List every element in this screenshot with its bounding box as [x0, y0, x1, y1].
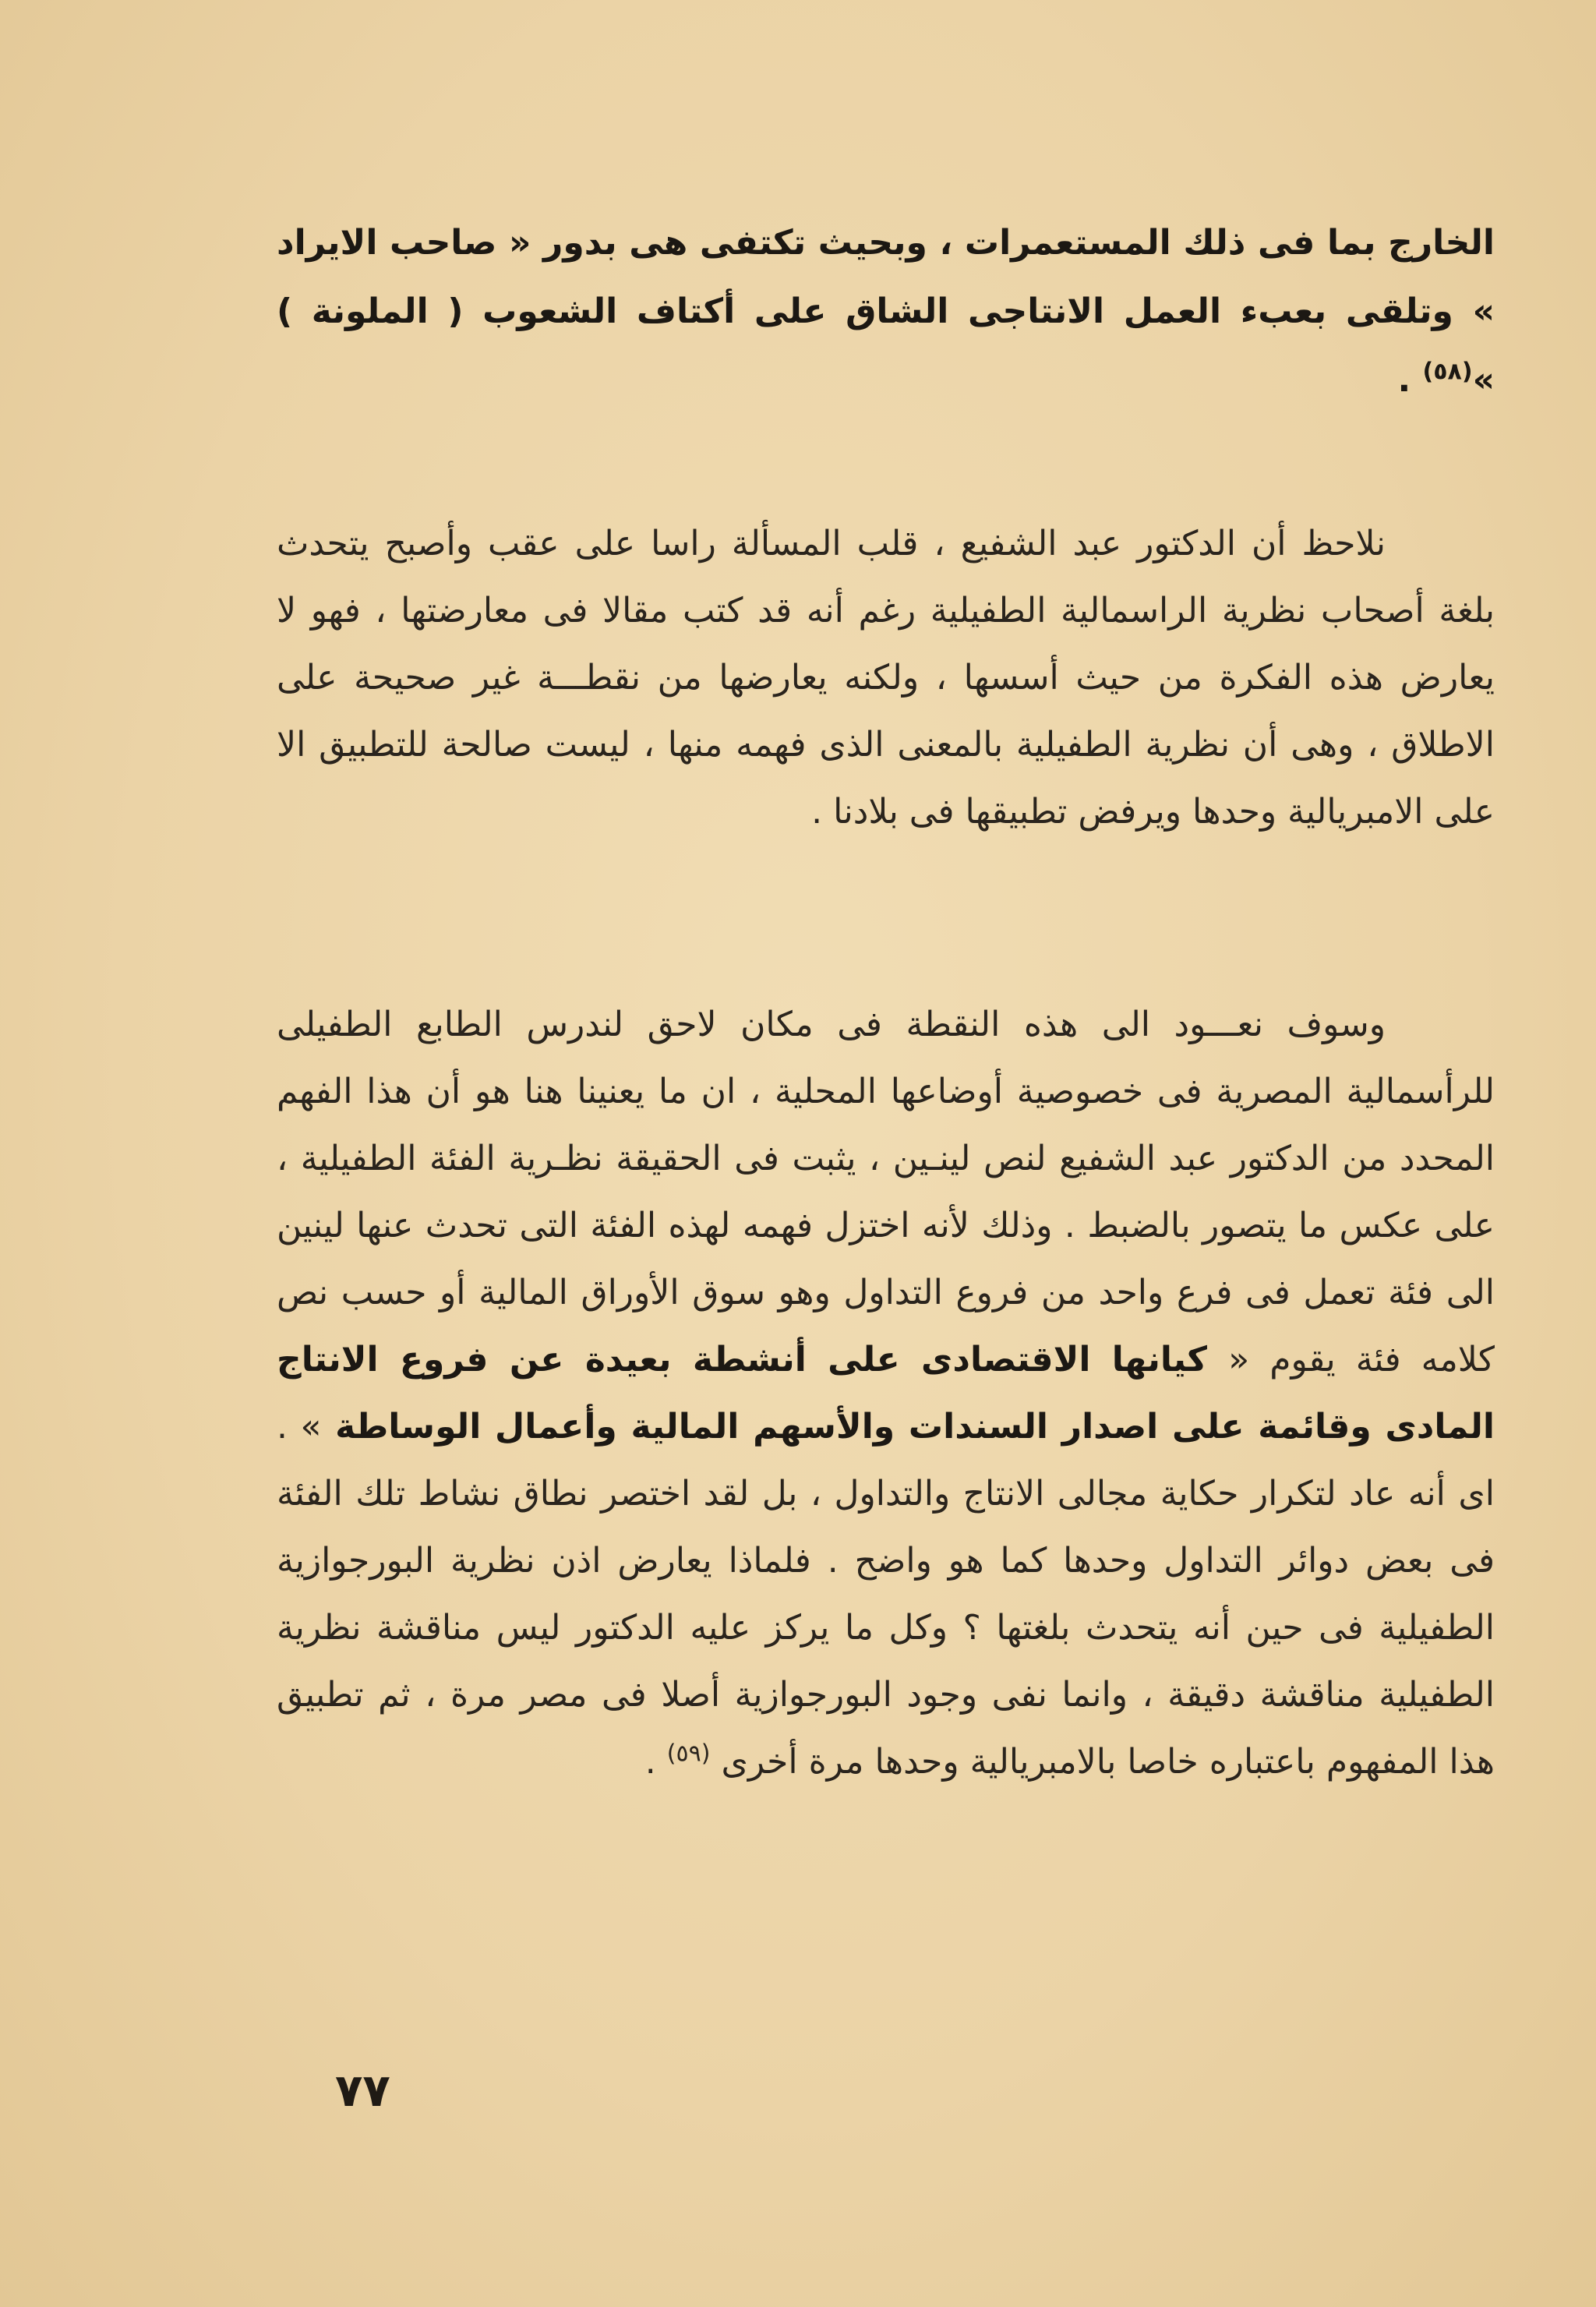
footnote-ref-58: (٥٨) [1422, 358, 1473, 386]
paragraph-1-end: . [1397, 360, 1423, 400]
footnote-ref-59: (٥٩) [666, 1740, 711, 1768]
paragraph-2-text: نلاحظ أن الدكتور عبد الشفيع ، قلب المسألة راسا على عقب وأصبح يتحدث بلغة أصحاب نظرية الراسمالية الطفيلية رغم أنه قد كتب مقالا فى معارضتها ، فهو لا يعارض هذه الفكرة من حيث أسسها ، ولكنه يعارضها من نقطـــة غير صحيحة على الاطلاق ، وهى أن نظرية الطفيلية بالمعنى الذى فهمه منها ، ليست صالحة للتطبيق الا على الامبريالية وحدها ويرفض تطبيقها فى بلادنا . [277, 524, 1495, 832]
paragraph-3-text-after: » . اى أنه عاد لتكرار حكاية مجالى الانتاج والتداول ، بل لقد اختصر نطاق نشاط تلك الفئة فى بعض دوائر التداول وحدها كما هو واضح . فلماذا يعارض اذن نظرية البورجوازية الطفيلية فى حين أنه يتحدث بلغتها ؟ وكل ما يركز عليه الدكتور ليس مناقشة نظرية الطفيلية مناقشة دقيقة ، وانما نفى وجود البورجوازية أصلا فى مصر مرة ، ثم تطبيق هذا المفهوم باعتباره خاصا بالامبريالية وحدها مرة أخرى [277, 1407, 1495, 1782]
paragraph-1 [277, 209, 1495, 415]
paragraph-2 [277, 511, 1495, 846]
paragraph-3-text-before: وسوف نعـــود الى هذه النقطة فى مكان لاحق لندرس الطابع الطفيلى للرأسمالية المصرية فى خصوصية أوضاعها المحلية ، ان ما يعنينا هنا هو أن هذا الفهم المحدد من الدكتور عبد الشفيع لنص لينـين ، يثبت فى الحقيقة نظـرية الفئة الطفيلية ، على عكس ما يتصور بالضبط . وذلك لأنه اختزل فهمه لهذه الفئة التى تحدث عنها لينين الى فئة تعمل فى فرع واحد من فروع التداول وهو سوق الأوراق المالية أو حسب نص كلامه فئة يقوم « [277, 1005, 1495, 1380]
paragraph-1-text: الخارج بما فى ذلك المستعمرات ، وبحيث تكتفى هى بدور « صاحب الايراد » وتلقى بعبء العمل الانتاجى الشاق على أكتاف الشعوب ( الملونة ) » [277, 223, 1495, 400]
paragraph-3 [277, 991, 1495, 1796]
paragraph-3-end: . [644, 1742, 667, 1782]
page-number: ٧٧ [335, 2064, 390, 2117]
paragraph-3-bold-quote: كيانها الاقتصادى على أنشطة بعيدة عن فروع الانتاج المادى وقائمة على اصدار السندات والأسهم المالية وأعمال الوساطة [277, 1340, 1495, 1447]
